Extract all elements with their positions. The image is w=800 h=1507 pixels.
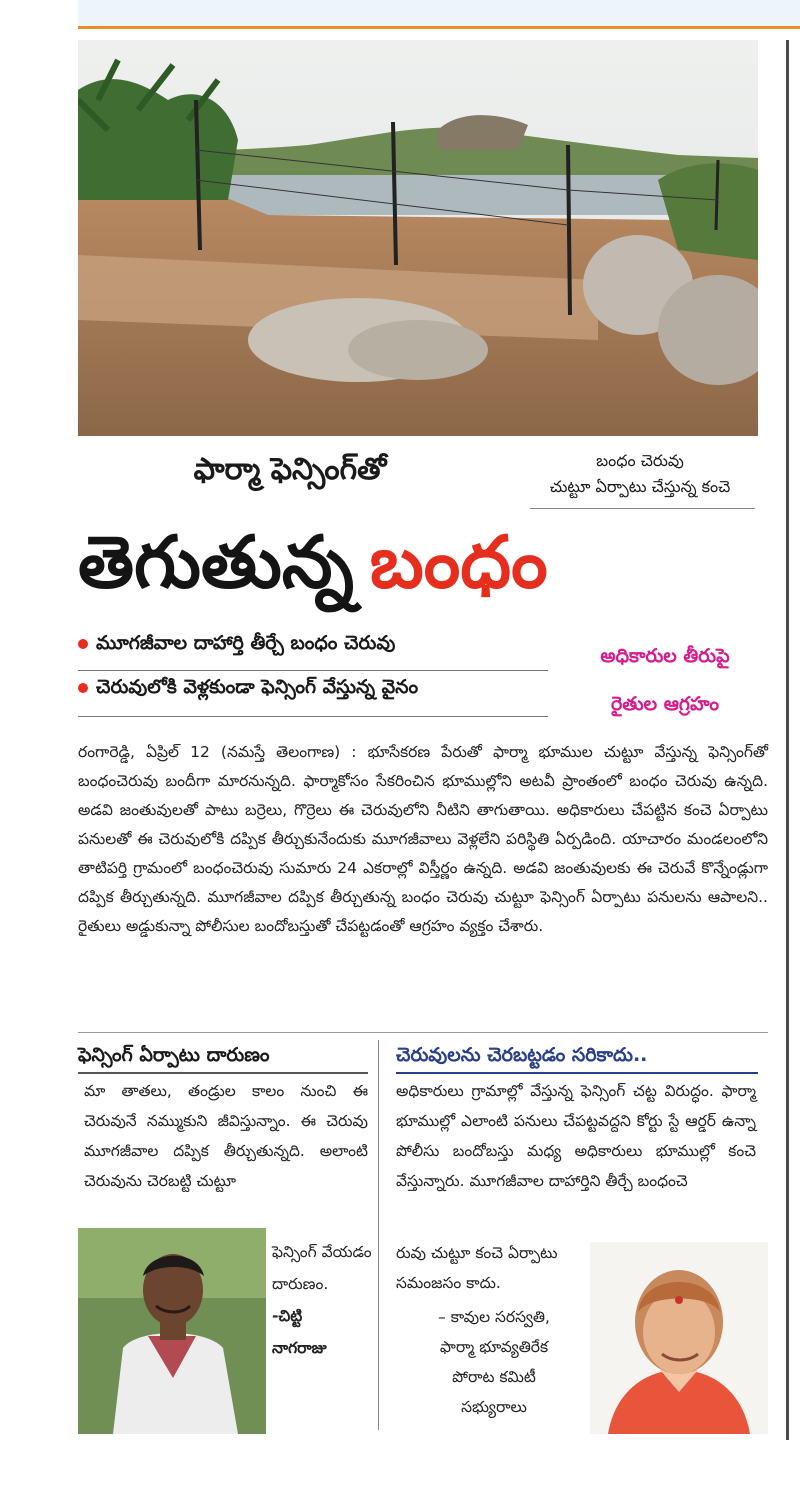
lake-fence-illustration — [78, 40, 758, 436]
right-heading-rule — [396, 1072, 758, 1074]
right-column-heading: చెరువులను చెరబట్టడం సరికాదు.. — [396, 1044, 648, 1066]
photo-caption — [520, 448, 760, 500]
left-signature-surname: నాగరాజు — [272, 1339, 327, 1357]
left-heading-rule — [78, 1072, 368, 1074]
left-column-text: మా తాతలు, తండ్రుల కాలం నుంచి ఈ చెరువునే నమ్ముకుని జీవిస్తున్నాం. ఈ చెరువు మూగజీవాల దప్పిక తీర్చుతున్నది. అలాంటి చెరువును చెరబట్టి చుట్టూ — [84, 1082, 368, 1190]
lake-fence-photo — [78, 40, 758, 436]
left-text-continuation: ఫెన్సింగ్ వేయడం దారుణం. — [272, 1243, 372, 1293]
bullet-dot-icon — [78, 639, 88, 649]
side-headline — [560, 632, 770, 728]
caption-line-1: బంధం చెరువు — [596, 451, 684, 470]
subheading-bullets — [78, 630, 548, 718]
headline-part-2: బంధం — [369, 520, 548, 604]
main-headline — [78, 510, 768, 614]
bullet-item — [78, 630, 548, 656]
right-column-text: అధికారులు గ్రామాల్లో వేస్తున్న ఫెన్సింగ్ చట్ట విరుద్ధం. ఫార్మా భూముల్లో ఎలాంటి పనులు చేపట్టవద్దని కోర్టు స్టే ఆర్డర్ ఉన్నా పోలీసు బందోబస్తు మధ్య అధికారులు భూముల్లో కంచె వేస్తున్నారు. మూగజీవాల దాహార్తిని తీర్చే బంధంచె — [396, 1082, 756, 1190]
farmer-portrait — [78, 1228, 266, 1434]
headline-kicker: ఫార్మా ఫెన్సింగ్‌తో — [193, 452, 387, 487]
top-accent-line — [78, 26, 800, 29]
bullet-rule — [78, 670, 548, 671]
right-signature — [396, 1302, 592, 1422]
bullet-text: చెరువులోకి వెళ్లకుండా ఫెన్సింగ్ వేస్తున్న వైనం — [96, 676, 419, 698]
activist-portrait — [590, 1242, 768, 1434]
left-column-heading: ఫెన్సింగ్ ఏర్పాటు దారుణం — [78, 1044, 270, 1066]
headline-part-1: తెగుతున్న — [78, 520, 354, 604]
bullet-dot-icon — [78, 683, 88, 693]
right-signature-line-4: సభ్యురాలు — [461, 1398, 527, 1416]
side-headline-line-1: అధికారుల తీరుపై — [600, 645, 730, 667]
right-signature-line-3: పోరాట కమిటీ — [452, 1368, 536, 1386]
page-edge-rule — [786, 40, 789, 1440]
bullet-text: మూగజీవాల దాహార్తి తీర్చే బంధం చెరువు — [96, 632, 396, 654]
right-signature-line-2: ఫార్మా భూవ్యతిరేక — [439, 1338, 549, 1356]
activist-portrait-illustration — [590, 1242, 768, 1434]
bullet-item — [78, 674, 548, 700]
farmer-portrait-illustration — [78, 1228, 266, 1434]
left-signature-name: -చిట్టి — [272, 1307, 303, 1325]
section-divider — [78, 1032, 768, 1033]
right-text-continuation: రువు చుట్టూ కంచె ఏర్పాటు సమంజసం కాదు. — [396, 1244, 558, 1292]
top-bar — [78, 0, 800, 26]
side-headline-line-2: రైతుల ఆగ్రహం — [611, 693, 719, 715]
bullet-rule — [78, 716, 548, 717]
article-body: రంగారెడ్డి, ఏప్రిల్ 12 (నమస్తే తెలంగాణ) : భూసేకరణ పేరుతో ఫార్మా భూముల చుట్టూ వేస్తున్న ఫెన్సింగ్‌తో బంధంచెరువు బందీగా మారనున్నది. ఫార్మాకోసం సేకరించిన భూముల్లోని అటవీ ప్రాంతంలో బంధం చెరువు ఉన్నది. అడవి జంతువులతో పాటు బర్రెలు, గొర్రెలు ఈ చెరువులోని నీటిని తాగుతాయి. అధికారులు చేపట్టిన కంచె ఏర్పాటు పనులతో ఈ చెరువులోకి దప్పిక తీర్చుకునేందుకు మూగజీవాలు వెళ్లలేని పరిస్థితి ఏర్పడింది. యాచారం మండలంలోని తాటిపర్తి గ్రామంలో బంధంచెరువు సుమారు 24 ఎకరాల్లో విస్తీర్ణం ఉన్నది. అడవి జంతువులకు ఈ చెరువే కొన్నేండ్లుగా దప్పిక తీర్చుతున్నది. మూగజీవాల దప్పిక తీర్చుతున్న బంధం చెరువు చుట్టూ ఫెన్సింగ్ ఏర్పాటు పనులను ఆపాలని.. రైతులు అడ్డుకున్నా పోలీసుల బందోబస్తుతో చేపట్టడంతో ఆగ్రహం వ్యక్తం చేశారు. — [78, 743, 768, 935]
right-signature-name: – కావుల సరస్వతి, — [438, 1308, 550, 1326]
column-divider — [378, 1040, 379, 1430]
caption-rule — [530, 508, 755, 509]
left-column-quote-end — [272, 1236, 372, 1364]
caption-line-2: చుట్టూ ఏర్పాటు చేస్తున్న కంచె — [549, 477, 731, 496]
